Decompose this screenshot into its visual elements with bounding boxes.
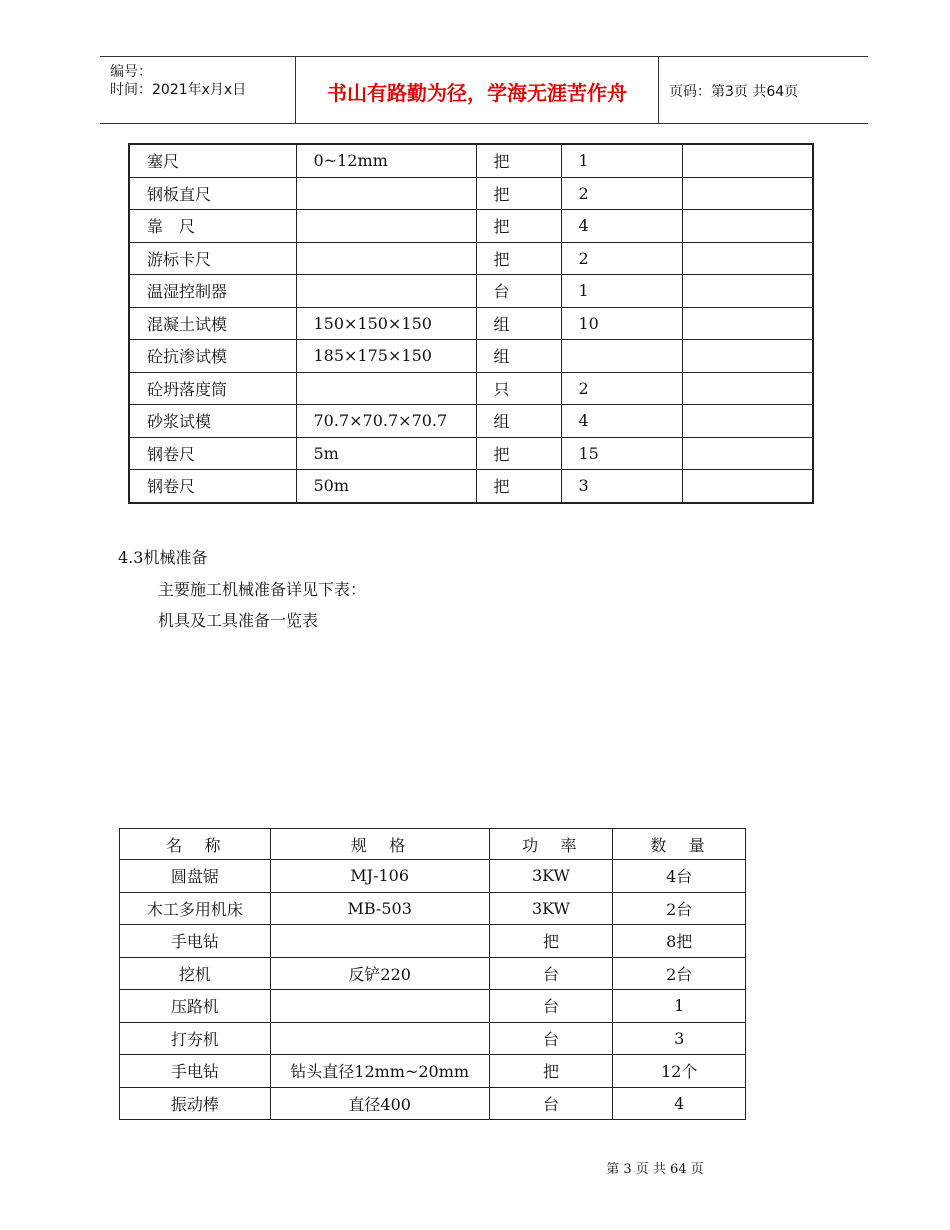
- machinery-table-body: [120, 860, 746, 1120]
- section-intro: 主要施工机械准备详见下表：: [158, 580, 367, 599]
- cell-name: 钢卷尺: [129, 470, 296, 503]
- cell-remark: [682, 177, 813, 210]
- table-row: [129, 144, 813, 177]
- cell-remark: [682, 242, 813, 275]
- machinery-table: [119, 828, 746, 1120]
- cell-quantity: 4: [613, 1087, 746, 1120]
- table-caption: 机具及工具准备一览表: [158, 611, 319, 630]
- cell-name: 木工多用机床: [120, 892, 271, 925]
- cell-name: 塞尺: [129, 144, 296, 177]
- cell-remark: [682, 307, 813, 340]
- cell-quantity: 2台: [613, 892, 746, 925]
- header-page-cell: [659, 57, 868, 123]
- table-row: [129, 210, 813, 243]
- cell-remark: [682, 372, 813, 405]
- cell-unit: 只: [476, 372, 561, 405]
- header-motto-cell: [296, 57, 659, 123]
- cell-name: 游标卡尺: [129, 242, 296, 275]
- cell-quantity: 10: [561, 307, 682, 340]
- header-motto: 书山有路勤为径，学海无涯苦作舟: [327, 81, 627, 105]
- cell-unit: 把: [476, 177, 561, 210]
- table-row: [129, 177, 813, 210]
- cell-quantity: 1: [561, 144, 682, 177]
- cell-unit: 把: [476, 470, 561, 503]
- cell-power: 台: [489, 990, 613, 1023]
- cell-quantity: 3: [613, 1022, 746, 1055]
- cell-quantity: 4: [561, 210, 682, 243]
- cell-name: 手电钻: [120, 925, 271, 958]
- cell-name: 手电钻: [120, 1055, 271, 1088]
- cell-quantity: 2台: [613, 957, 746, 990]
- cell-power: 把: [489, 925, 613, 958]
- cell-name: 打夯机: [120, 1022, 271, 1055]
- cell-power: 台: [489, 1087, 613, 1120]
- machinery-table-header: [120, 829, 746, 860]
- cell-spec: [296, 275, 476, 308]
- cell-remark: [682, 437, 813, 470]
- table-row: [120, 1022, 746, 1055]
- cell-quantity: 8把: [613, 925, 746, 958]
- cell-quantity: 2: [561, 242, 682, 275]
- cell-name: 振动棒: [120, 1087, 271, 1120]
- document-number-label: 编号：: [110, 64, 152, 80]
- table-row: [120, 860, 746, 893]
- table-row: [129, 340, 813, 373]
- table-row: [129, 372, 813, 405]
- cell-quantity: 15: [561, 437, 682, 470]
- table-row: [120, 925, 746, 958]
- table-row: [129, 405, 813, 438]
- table-row: [129, 307, 813, 340]
- header-meta: [100, 57, 296, 123]
- cell-remark: [682, 470, 813, 503]
- cell-remark: [682, 275, 813, 308]
- header-name: 名 称: [120, 829, 271, 860]
- cell-spec: MB-503: [270, 892, 489, 925]
- cell-name: 砂浆试模: [129, 405, 296, 438]
- header-spec: 规 格: [270, 829, 489, 860]
- cell-quantity: 2: [561, 372, 682, 405]
- page-footer: 第 3 页 共 64 页: [606, 1162, 704, 1177]
- cell-quantity: 1: [613, 990, 746, 1023]
- cell-name: 钢卷尺: [129, 437, 296, 470]
- cell-unit: 台: [476, 275, 561, 308]
- page-header: [100, 56, 868, 124]
- cell-quantity: 2: [561, 177, 682, 210]
- cell-unit: 把: [476, 210, 561, 243]
- table-row: [129, 242, 813, 275]
- section-heading: 4.3机械准备: [118, 548, 208, 567]
- cell-spec: [296, 372, 476, 405]
- cell-unit: 组: [476, 307, 561, 340]
- cell-unit: 把: [476, 437, 561, 470]
- header-page-info: 页码：第3页 共64页: [669, 84, 799, 100]
- cell-spec: 直径400: [270, 1087, 489, 1120]
- cell-unit: 组: [476, 340, 561, 373]
- cell-name: 砼抗渗试模: [129, 340, 296, 373]
- tools-table: [128, 143, 814, 504]
- cell-power: 台: [489, 1022, 613, 1055]
- cell-power: 3KW: [489, 860, 613, 893]
- cell-power: 3KW: [489, 892, 613, 925]
- cell-spec: 50m: [296, 470, 476, 503]
- cell-remark: [682, 340, 813, 373]
- cell-unit: 把: [476, 144, 561, 177]
- cell-name: 钢板直尺: [129, 177, 296, 210]
- table-row: [129, 437, 813, 470]
- cell-remark: [682, 210, 813, 243]
- cell-remark: [682, 144, 813, 177]
- cell-spec: [296, 177, 476, 210]
- cell-name: 圆盘锯: [120, 860, 271, 893]
- cell-spec: 反铲220: [270, 957, 489, 990]
- cell-spec: [270, 925, 489, 958]
- table-row: [120, 990, 746, 1023]
- table-row: [120, 957, 746, 990]
- table-row: [120, 1055, 746, 1088]
- cell-spec: MJ-106: [270, 860, 489, 893]
- cell-name: 靠 尺: [129, 210, 296, 243]
- cell-spec: 0~12mm: [296, 144, 476, 177]
- table-row: [129, 470, 813, 503]
- cell-power: 把: [489, 1055, 613, 1088]
- cell-remark: [682, 405, 813, 438]
- cell-spec: [270, 990, 489, 1023]
- cell-name: 混凝土试模: [129, 307, 296, 340]
- cell-name: 挖机: [120, 957, 271, 990]
- document-time-label: 时间：2021年x月x日: [110, 82, 247, 98]
- cell-spec: 150×150×150: [296, 307, 476, 340]
- cell-spec: 钻头直径12mm~20mm: [270, 1055, 489, 1088]
- tools-table-body: [129, 144, 813, 503]
- table-row: [129, 275, 813, 308]
- cell-power: 台: [489, 957, 613, 990]
- cell-spec: 70.7×70.7×70.7: [296, 405, 476, 438]
- cell-unit: 把: [476, 242, 561, 275]
- cell-name: 压路机: [120, 990, 271, 1023]
- cell-spec: [270, 1022, 489, 1055]
- cell-spec: 5m: [296, 437, 476, 470]
- cell-unit: 组: [476, 405, 561, 438]
- table-row: [120, 1087, 746, 1120]
- cell-quantity: 12个: [613, 1055, 746, 1088]
- header-power: 功 率: [489, 829, 613, 860]
- cell-quantity: 4台: [613, 860, 746, 893]
- cell-name: 砼坍落度筒: [129, 372, 296, 405]
- cell-quantity: [561, 340, 682, 373]
- cell-quantity: 3: [561, 470, 682, 503]
- cell-spec: [296, 242, 476, 275]
- cell-quantity: 4: [561, 405, 682, 438]
- cell-name: 温湿控制器: [129, 275, 296, 308]
- table-row: [120, 892, 746, 925]
- cell-spec: 185×175×150: [296, 340, 476, 373]
- header-quantity: 数 量: [613, 829, 746, 860]
- cell-quantity: 1: [561, 275, 682, 308]
- cell-spec: [296, 210, 476, 243]
